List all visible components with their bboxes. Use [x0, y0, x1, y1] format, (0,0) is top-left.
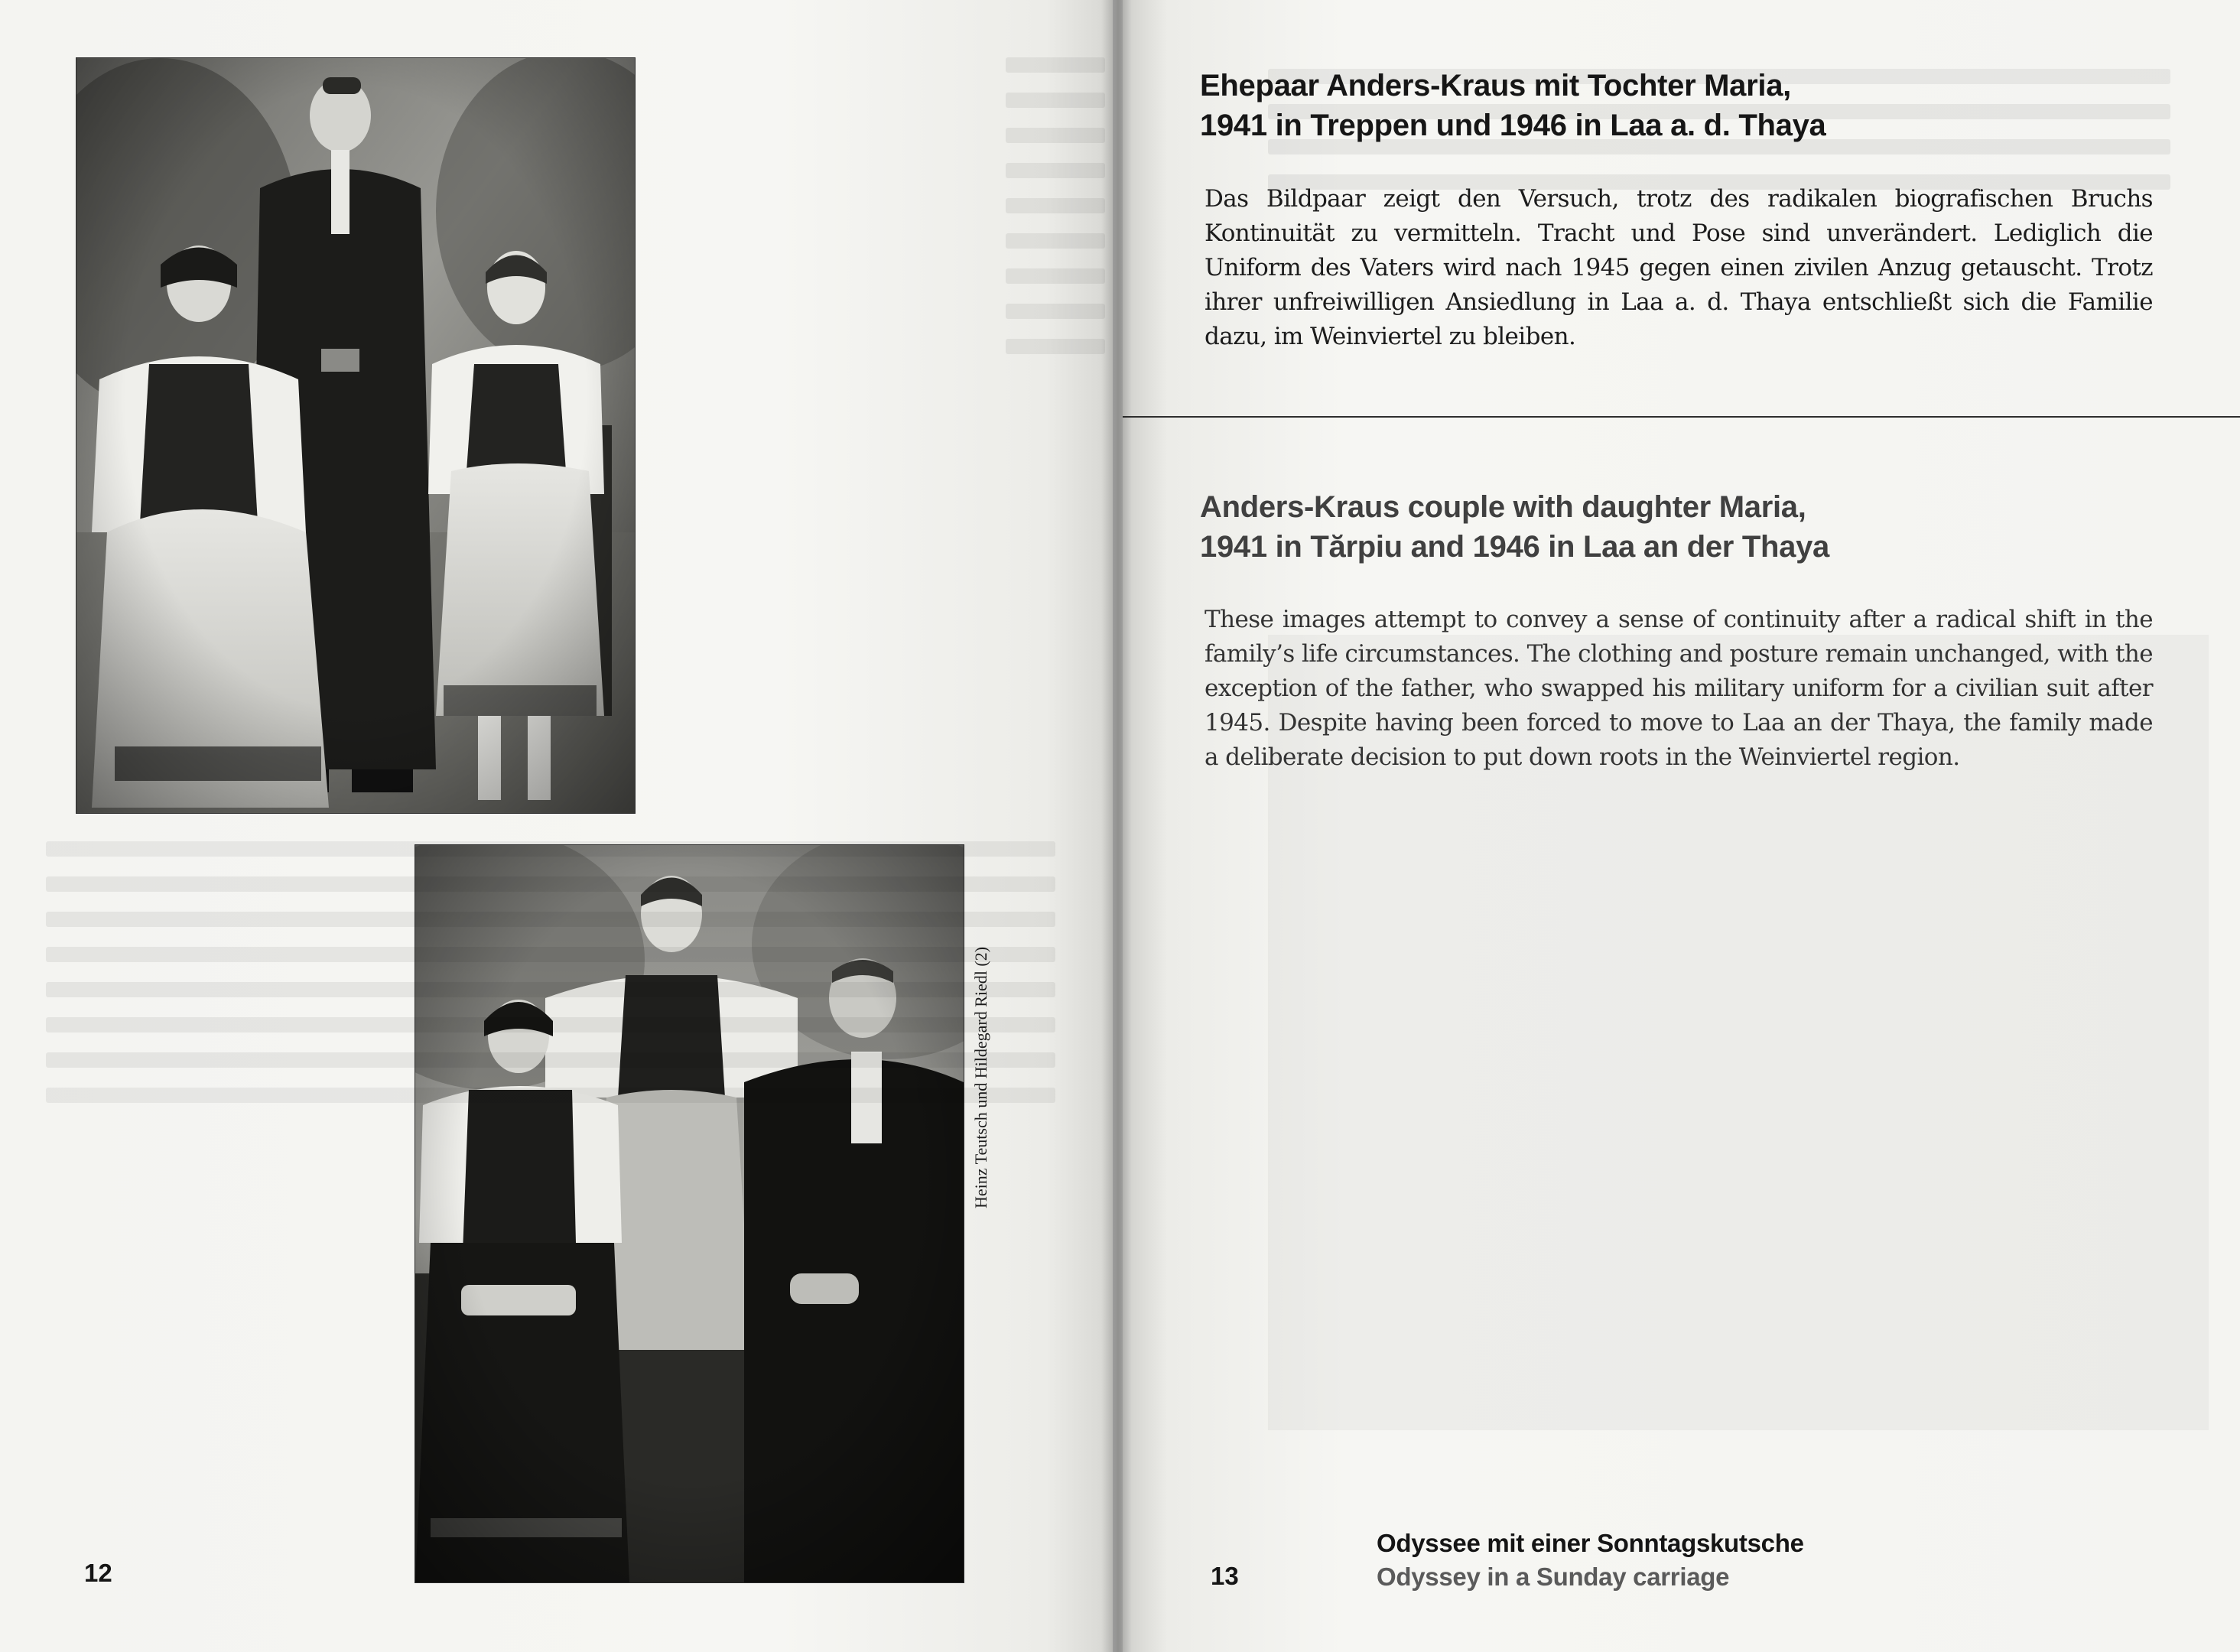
german-heading-line-1: Ehepaar Anders-Kraus mit Tochter Maria,	[1200, 69, 1791, 102]
english-heading-line-1: Anders-Kraus couple with daughter Maria,	[1200, 490, 1806, 524]
german-heading-line-2: 1941 in Treppen und 1946 in Laa a. d. Thaya	[1200, 109, 1826, 142]
right-page	[1123, 0, 2240, 1652]
running-title-english: Odyssey in a Sunday carriage	[1377, 1563, 1730, 1591]
bleed-through-text-lower	[46, 841, 1055, 1123]
running-title	[1377, 1527, 1804, 1594]
running-title-german: Odyssee mit einer Sonntagskutsche	[1377, 1529, 1804, 1557]
left-page	[0, 0, 1113, 1652]
english-caption-body: These images attempt to convey a sense of continuity after a radical shift in the family’s life circumstances. The clothing and posture remain unchanged, with the exception of the father, who swapped his military uniform for a civilian suit after 1945. Despite having been forced to move to Laa an der Thaya, the family made a deliberate decision to put down roots in the Weinviertel region.	[1205, 606, 2153, 771]
page-number-right: 13	[1211, 1562, 1239, 1590]
bleed-through-text	[1006, 57, 1105, 374]
photo-credit: Heinz Teutsch und Hildegard Riedl (2)	[971, 946, 990, 1208]
book-gutter	[1101, 0, 1132, 1652]
family-photo-1941	[76, 58, 635, 813]
german-caption-body: Das Bildpaar zeigt den Versuch, trotz des radikalen biografischen Bruchs Kontinuität zu vermitteln. Tracht und Pose sind unverändert. Lediglich die Uniform des Vaters wird nach 1945 gegen einen zivilen Anzug getauscht. Trotz ihrer unfreiwilligen Ansiedlung in Laa a. d. Thaya entschließt sich die Familie dazu, im Weinviertel zu bleiben.	[1205, 185, 2153, 350]
english-caption-heading	[1200, 487, 1829, 567]
english-heading-line-2: 1941 in Tărpiu and 1946 in Laa an der Thaya	[1200, 530, 1829, 564]
section-divider	[1123, 416, 2240, 418]
german-caption-heading	[1200, 66, 1826, 145]
page-number-left: 12	[84, 1559, 112, 1587]
family-photo-1941-image	[76, 58, 635, 813]
